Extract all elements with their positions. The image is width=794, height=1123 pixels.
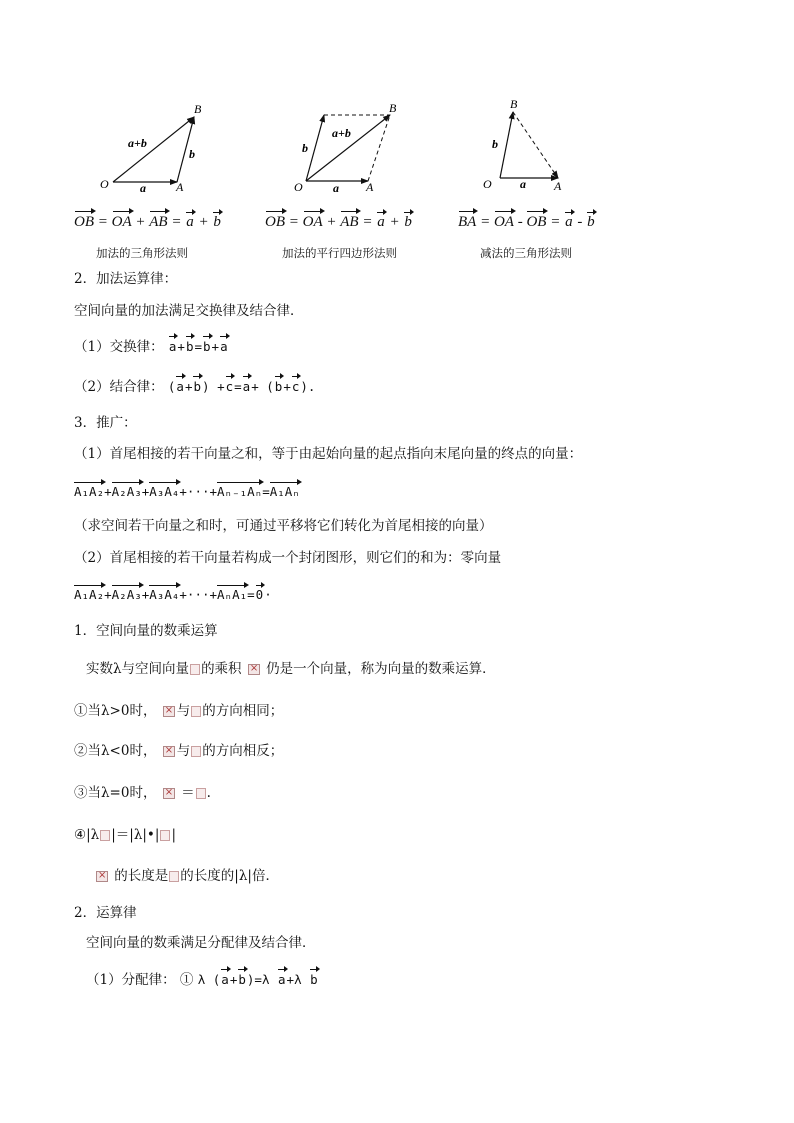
vec-a: a [221, 972, 229, 987]
case-negative [74, 742, 283, 760]
vec-a3a4: A₃A₄ [149, 587, 180, 602]
text: |＝|λ|•| [111, 827, 160, 843]
minus-sign: - [517, 214, 523, 230]
vector-a-image-icon [191, 746, 201, 757]
vec-a: a [186, 214, 194, 230]
vector-a-label: a [520, 177, 526, 191]
text: ①当λ>0时， [74, 703, 157, 719]
text: 与 [176, 743, 191, 759]
paren: ( [266, 379, 274, 394]
vec-b: b [310, 972, 318, 987]
equals-sign: = [262, 484, 270, 499]
vec-oa: OA [111, 214, 132, 230]
vec-ab: AB [340, 214, 359, 230]
vec-a1a2: A₁A₂ [74, 484, 105, 499]
equals-sign: = [247, 587, 255, 602]
generalization-item-2: （2）首尾相接的若干向量若构成一个封闭图形，则它们的和为：零向量 [74, 550, 502, 566]
case-zero [74, 784, 211, 802]
chain-sum-formula [74, 484, 300, 499]
circled-number: ① [179, 972, 194, 988]
equals-sign: = [362, 214, 373, 230]
caption-triangle-addition: 加法的三角形法则 [96, 246, 188, 260]
section-heading-scalar-multiplication: 1．空间向量的数乘运算 [74, 623, 218, 639]
vector-b-label: b [189, 147, 195, 161]
lambda-a-image-icon [248, 664, 260, 675]
law-label: （1）交换律： [74, 339, 164, 355]
ellipsis: ··· [186, 587, 210, 602]
plus-sign: + [283, 379, 291, 394]
plus-sign: + [141, 587, 150, 602]
point-b-label: B [389, 101, 397, 115]
plus-sign: + [209, 484, 218, 499]
plus-sign: + [184, 379, 193, 394]
text: 的长度是 [114, 868, 169, 884]
generalization-note: （求空间若干向量之和时，可通过平移将它们转化为首尾相接的向量） [74, 518, 493, 534]
text: 实数λ与空间向量 [86, 661, 190, 677]
vec-ana1: AₙA₁ [217, 587, 248, 602]
paren: ( [167, 379, 176, 394]
text: ③当λ=0时， [74, 785, 157, 801]
text: | [171, 827, 176, 843]
plus-sign: + [141, 484, 150, 499]
lambda-a-image-icon [163, 746, 175, 757]
vector-ob-arrow [500, 112, 513, 178]
vec-a2a3: A₂A₃ [111, 484, 142, 499]
paren: ) [202, 379, 210, 394]
zero-vector-image-icon [196, 788, 206, 799]
diagram-parallelogram-addition [262, 95, 432, 205]
ellipsis: ··· [186, 484, 210, 499]
diagram-triangle-addition [60, 95, 230, 205]
vector-diagonal-arrow [306, 115, 390, 181]
text: ④|λ [74, 827, 100, 843]
equals-sign: = [234, 379, 242, 394]
lambda-a-image-icon [163, 788, 175, 799]
length-statement [94, 867, 279, 885]
vec-a: a [220, 339, 228, 354]
vector-ba-dashed-arrow [513, 112, 558, 178]
caption-parallelogram-addition: 加法的平行四边形法则 [282, 246, 397, 260]
vec-ab: AB [149, 214, 168, 230]
scalar-definition [86, 660, 496, 678]
point-o-label: O [294, 180, 303, 194]
plus-sign: + [179, 587, 187, 602]
equals-sign: = [288, 214, 299, 230]
vec-a1an: A₁Aₙ [269, 484, 300, 499]
equals-sign: = [194, 339, 203, 354]
vector-a-image-icon [100, 830, 110, 841]
vec-c: c [225, 379, 234, 394]
vec-a: a [278, 972, 286, 987]
vec-a: a [242, 379, 251, 394]
point-b-label: B [510, 97, 518, 111]
plus-sign: + [389, 214, 400, 230]
distributive-law [86, 971, 319, 989]
lambda: λ [294, 972, 302, 987]
point-o-label: O [483, 177, 492, 191]
diagram-triangle-subtraction [470, 90, 600, 200]
vec-a: a [565, 214, 573, 230]
dot: · [264, 587, 272, 602]
section-heading-addition-laws: 2．加法运算律： [74, 271, 178, 287]
law-label: （2）结合律： [74, 379, 164, 395]
vec-oa: OA [493, 214, 514, 230]
plus-sign: + [211, 339, 220, 354]
plus-sign: + [177, 339, 185, 354]
vec-ob: OB [526, 214, 547, 230]
vec-b: b [404, 214, 412, 230]
vec-b: b [185, 339, 194, 354]
text: 的方向相反； [202, 743, 284, 759]
caption-triangle-subtraction: 减法的三角形法则 [480, 246, 572, 260]
vec-b: b [203, 339, 211, 354]
text: ②当λ<0时， [74, 743, 157, 759]
vector-a-image-icon [169, 871, 179, 882]
vec-an-1an: Aₙ₋₁Aₙ [217, 484, 263, 499]
plus-sign: + [229, 972, 238, 987]
lambda-a-image-icon [96, 871, 108, 882]
paren: ( [212, 972, 221, 987]
case-positive [74, 702, 283, 720]
plus-sign: + [217, 379, 225, 394]
period: . [307, 379, 316, 394]
vec-a1a2: A₁A₂ [74, 587, 105, 602]
vector-a-image-icon [191, 706, 201, 717]
text: 的乘积 [201, 661, 242, 677]
point-b-label: B [194, 102, 202, 116]
closed-chain-formula [74, 587, 272, 602]
vec-b: b [213, 214, 221, 230]
vec-a: a [377, 214, 385, 230]
vec-ob: OB [74, 214, 94, 230]
plus-sign: + [135, 214, 146, 230]
vec-b: b [587, 214, 595, 230]
vec-a2a3: A₂A₃ [111, 587, 142, 602]
equals-sign: = [480, 214, 491, 230]
point-a-label: A [176, 180, 184, 194]
vec-ob: OB [265, 214, 285, 230]
lambda-a-image-icon [163, 706, 175, 717]
plus-sign: + [251, 379, 259, 394]
equals-sign: = [171, 214, 182, 230]
equals-sign: = [97, 214, 108, 230]
text: 的长度的|λ|倍． [180, 868, 279, 884]
vec-b: b [193, 379, 202, 394]
vector-b-label: b [492, 137, 498, 151]
plus-sign: + [179, 484, 187, 499]
vector-ob-side-arrow [306, 115, 324, 181]
law-label: （1）分配律： [86, 972, 176, 988]
point-a-label: A [554, 179, 562, 193]
equation-triangle-addition [74, 214, 222, 231]
text: ＝ [181, 785, 195, 801]
plus-sign: + [104, 587, 112, 602]
equation-triangle-subtraction [458, 214, 596, 231]
vector-ob-arrow [113, 117, 194, 182]
plus-sign: + [209, 587, 218, 602]
plus-sign: + [286, 972, 295, 987]
generalization-item-1: （1）首尾相接的若干向量之和，等于由起始向量的起点指向末尾向量的终点的向量： [74, 446, 583, 462]
vector-a-image-icon [160, 830, 170, 841]
zero-vector: 0 [255, 587, 264, 602]
vector-sum-label: a+b [128, 136, 147, 150]
minus-sign: - [577, 214, 583, 230]
commutative-law [74, 338, 229, 356]
equals-sign: = [254, 972, 262, 987]
section-heading-generalization: 3．推广： [74, 415, 137, 431]
vec-ba: BA [458, 214, 477, 230]
text: 仍是一个向量，称为向量的数乘运算． [266, 661, 496, 677]
plus-sign: + [326, 214, 337, 230]
vec-a: a [176, 379, 184, 394]
vec-a3a4: A₃A₄ [149, 484, 180, 499]
vector-b-label: b [302, 141, 308, 155]
point-a-label: A [366, 180, 374, 194]
vector-a-image-icon [190, 664, 200, 675]
text: . [206, 785, 211, 801]
vector-a-label: a [333, 181, 339, 195]
associative-law [74, 378, 315, 396]
paren: ) [246, 972, 255, 987]
operation-laws-intro: 空间向量的数乘满足分配律及结合律． [86, 935, 316, 951]
vec-oa: OA [302, 214, 323, 230]
lambda: λ [261, 972, 270, 987]
plus-sign: + [198, 214, 209, 230]
case-magnitude [74, 826, 176, 844]
vec-c: c [291, 379, 300, 394]
lambda: λ [197, 972, 206, 987]
text: 的方向相同； [202, 703, 284, 719]
addition-laws-intro: 空间向量的加法满足交换律及结合律． [74, 303, 304, 319]
paren: ) [300, 379, 308, 394]
vec-b: b [274, 379, 283, 394]
equation-parallelogram-addition [265, 214, 413, 231]
vector-a-label: a [140, 181, 146, 195]
vector-sum-label: a+b [332, 126, 351, 140]
vec-b: b [238, 972, 246, 987]
plus-sign: + [104, 484, 112, 499]
dashed-right-edge [368, 115, 390, 181]
point-o-label: O [100, 177, 109, 191]
equals-sign: = [550, 214, 561, 230]
vec-a: a [168, 339, 177, 354]
section-heading-operation-laws: 2．运算律 [74, 905, 137, 921]
text: 与 [176, 703, 191, 719]
